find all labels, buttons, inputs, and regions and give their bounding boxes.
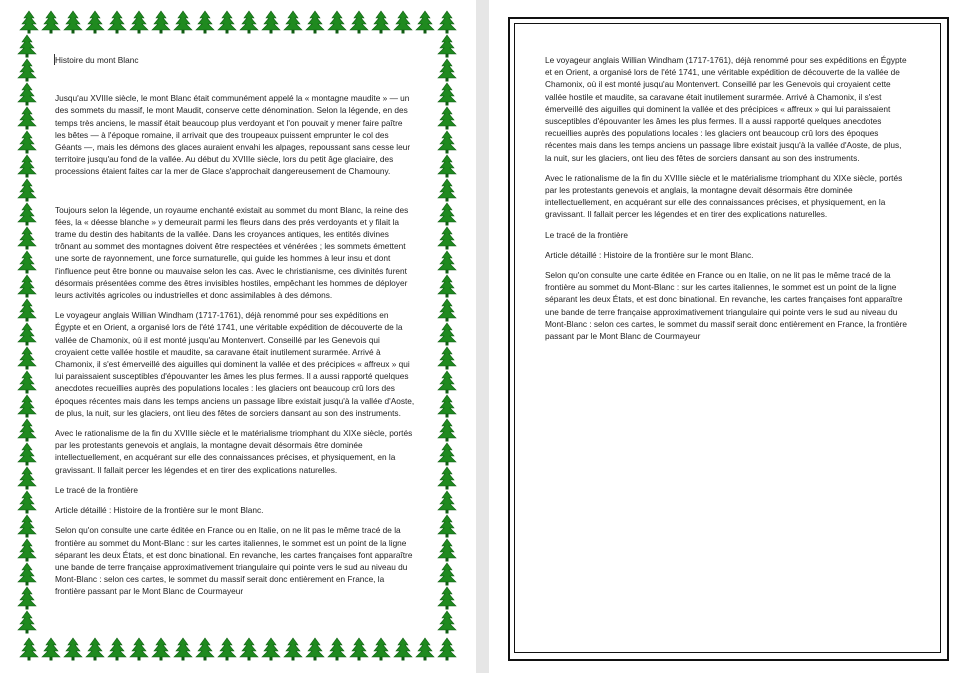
tree-icon: [436, 466, 458, 490]
tree-icon: [84, 637, 106, 661]
document-title: Histoire du mont Blanc: [55, 55, 139, 65]
tree-icon: [62, 637, 84, 661]
tree-icon: [436, 274, 458, 298]
tree-icon: [436, 226, 458, 250]
paragraph: Avec le rationalisme de la fin du XVIIIe siècle et le matérialisme triomphant du XIXe siècle, portés par les protestants genevois et anglais, la montagne devait désormais être dominée intellectuellement, en acquérant sur elle des connaissances précises, et physiquement, en la gravissant. Il fallait percer les légendes et en tirer des explications naturelles.: [545, 172, 903, 220]
tree-border-right: [436, 34, 458, 634]
tree-icon: [16, 370, 38, 394]
tree-icon: [84, 10, 106, 34]
tree-icon: [304, 10, 326, 34]
tree-icon: [260, 637, 282, 661]
tree-icon: [16, 250, 38, 274]
tree-icon: [436, 610, 458, 634]
tree-icon: [436, 346, 458, 370]
tree-icon: [16, 562, 38, 586]
tree-icon: [40, 10, 62, 34]
tree-icon: [326, 637, 348, 661]
tree-icon: [436, 298, 458, 322]
tree-icon: [128, 637, 150, 661]
tree-icon: [16, 226, 38, 250]
section-heading: Le tracé de la frontière: [55, 484, 139, 495]
tree-icon: [370, 637, 392, 661]
tree-icon: [16, 202, 38, 226]
tree-icon: [348, 637, 370, 661]
tree-icon: [172, 637, 194, 661]
tree-icon: [436, 562, 458, 586]
tree-icon: [194, 637, 216, 661]
tree-icon: [16, 418, 38, 442]
tree-icon: [40, 637, 62, 661]
tree-icon: [436, 637, 458, 661]
tree-icon: [16, 514, 38, 538]
tree-icon: [238, 637, 260, 661]
tree-icon: [16, 538, 38, 562]
tree-icon: [260, 10, 282, 34]
paragraph: Selon qu'on consulte une carte éditée en France ou en Italie, on ne lit pas le même tracé de la frontière au sommet du Mont-Blanc : sur les cartes italiennes, le sommet est un point de la ligne séparant les deux États, et est donc binational. En revanche, les cartes françaises font apparaître une bande de terre française approximativement triangulaire qui pointe vers le sud au niveau du Mont-Blanc : selon ces cartes, le sommet du massif serait donc entièrement en France, la frontière passant par le Mont Blanc de Courmayeur: [55, 525, 413, 597]
article-link-note: Article détaillé : Histoire de la frontière sur le mont Blanc.: [545, 249, 754, 260]
tree-icon: [370, 10, 392, 34]
tree-icon: [16, 586, 38, 610]
tree-icon: [238, 10, 260, 34]
tree-icon: [16, 58, 38, 82]
article-link-note: Article détaillé : Histoire de la frontière sur le mont Blanc.: [55, 505, 264, 516]
tree-icon: [16, 466, 38, 490]
tree-icon: [16, 298, 38, 322]
tree-icon: [16, 178, 38, 202]
tree-icon: [436, 106, 458, 130]
tree-icon: [16, 82, 38, 106]
document-page-1[interactable]: [0, 0, 476, 673]
tree-icon: [414, 637, 436, 661]
tree-icon: [150, 637, 172, 661]
tree-icon: [62, 10, 84, 34]
tree-icon: [16, 610, 38, 634]
tree-icon: [436, 10, 458, 34]
tree-icon: [348, 10, 370, 34]
tree-icon: [106, 10, 128, 34]
tree-icon: [436, 586, 458, 610]
tree-icon: [18, 637, 40, 661]
tree-icon: [16, 442, 38, 466]
page-gutter: [476, 0, 489, 673]
tree-icon: [436, 442, 458, 466]
paragraph: Le voyageur anglais Willian Windham (1717-1761), déjà renommé pour ses expéditions en Égypte et en Orient, a organisé lors de l'été 1741, une véritable expédition de découverte de la vallée de Chamonix, où il est monté jusqu'au Montenvert. Conseillé par les Genevois qui croyaient cette vallée hostile et maudite, sa caravane était inutilement surarmée. Arrivé à Chamonix, il s'est émerveillé des aiguilles qui dominent la vallée et des précipices « affreux » qui lui paraissaient susceptibles d'épouvanter les âmes les plus fermes. Il a aussi rapporté quelques anecdotes recueillies auprès des populations locales : les glaciers ont beaucoup crû lors des époques récentes mais dans les temps anciens un passage libre existait jusqu'à la vallée d'Aoste, de plus, la nuit, sur les glaciers, ont lieu des fêtes de sorciers dansant au son des instruments.: [545, 55, 907, 163]
tree-icon: [436, 178, 458, 202]
tree-icon: [16, 274, 38, 298]
tree-icon: [436, 322, 458, 346]
tree-icon: [436, 58, 458, 82]
tree-icon: [16, 322, 38, 346]
tree-icon: [16, 490, 38, 514]
tree-icon: [436, 370, 458, 394]
tree-icon: [194, 10, 216, 34]
paragraph: Toujours selon la légende, un royaume enchanté existait au sommet du mont Blanc, la reine des fées, la « déesse blanche » y demeurait parmi les fleurs dans des prés verdoyants et y filait la trame du destin des habitants de la vallée. Dans les croyances antiques, les entités divines trônant au sommet des montagnes doivent être respectées et vénérées ; les sommets émettent une sorte de rayonnement, une force surnaturelle, qui guide les hommes à leur insu et dont l'influence peut être bonne ou mauvaise selon les cas. Avec le christianisme, ces divinités furent désormais présentées comme des êtres invisibles hostiles, empêchant les hommes de déployer leurs activités agricoles ou industrielles et donc assimilables à des démons.: [55, 204, 409, 301]
tree-icon: [436, 154, 458, 178]
tree-icon: [16, 34, 38, 58]
tree-icon: [392, 637, 414, 661]
page-2-body[interactable]: [545, 54, 910, 350]
tree-icon: [18, 10, 40, 34]
tree-icon: [326, 10, 348, 34]
tree-icon: [436, 490, 458, 514]
section-heading: Le tracé de la frontière: [545, 229, 629, 240]
tree-icon: [436, 34, 458, 58]
tree-icon: [106, 637, 128, 661]
tree-border-bottom: [18, 637, 458, 661]
tree-icon: [436, 202, 458, 226]
tree-icon: [304, 637, 326, 661]
tree-icon: [16, 346, 38, 370]
tree-icon: [436, 538, 458, 562]
paragraph: Jusqu'au XVIIIe siècle, le mont Blanc était communément appelé la « montagne maudite » — un des sommets du massif, le mont Maudit, conserve cette dénomination. Selon la légende, en des temps très anciens, le massif était beaucoup plus verdoyant et l'on pouvait y mener faire paître les bêtes — à l'époque romaine, il arrivait que des troupeaux puissent emprunter le col des Géants —, mais les démons des glaces auraient envahi les alpages, repoussant sans cesse leur territoire jusqu'au fond de la vallée. Au début du XVIIIe siècle, lors du petit âge glaciaire, des processions étaient faites car la mer de Glace s'approchait dangereusement de Chamouny.: [55, 93, 411, 177]
tree-icon: [16, 106, 38, 130]
tree-icon: [436, 250, 458, 274]
page-1-body[interactable]: [55, 54, 415, 606]
tree-icon: [128, 10, 150, 34]
tree-icon: [414, 10, 436, 34]
tree-icon: [150, 10, 172, 34]
tree-icon: [282, 637, 304, 661]
tree-border-top: [18, 10, 458, 34]
paragraph: Avec le rationalisme de la fin du XVIIIe siècle et le matérialisme triomphant du XIXe siècle, portés par les protestants genevois et anglais, la montagne devait désormais être dominée intellectuellement, en acquérant sur elle des connaissances précises, et physiquement, en la gravissant. Il fallait percer les légendes et en tirer des explications naturelles.: [55, 428, 413, 475]
tree-icon: [216, 10, 238, 34]
tree-icon: [392, 10, 414, 34]
tree-icon: [172, 10, 194, 34]
tree-icon: [436, 514, 458, 538]
paragraph: Le voyageur anglais Willian Windham (1717-1761), déjà renommé pour ses expéditions en Égypte et en Orient, a organisé lors de l'été 1741, une véritable expédition de découverte de la vallée de Chamonix, où il est monté jusqu'au Montenvert. Conseillé par les Genevois qui croyaient cette vallée hostile et maudite, sa caravane était inutilement surarmée. Arrivé à Chamonix, il s'est émerveillé des aiguilles qui dominent la vallée et des précipices « affreux » qui lui paraissaient susceptibles d'épouvanter les âmes les plus fermes. Il a aussi rapporté quelques anecdotes recueillies auprès des populations locales : les glaciers ont beaucoup crû lors des époques récentes mais dans les temps anciens un passage libre existait jusqu'à la vallée d'Aoste, de plus, la nuit, sur les glaciers, ont lieu des fêtes de sorciers dansant au son des instruments.: [55, 310, 415, 418]
tree-border-left: [16, 34, 38, 634]
tree-icon: [436, 130, 458, 154]
paragraph: Selon qu'on consulte une carte éditée en France ou en Italie, on ne lit pas le même tracé de la frontière au sommet du Mont-Blanc : sur les cartes italiennes, le sommet est un point de la ligne séparant les deux États, et est donc binational. En revanche, les cartes françaises font apparaître une bande de terre française approximativement triangulaire qui pointe vers le sud au niveau du Mont-Blanc : selon ces cartes, le sommet du massif serait donc entièrement en France, la frontière passant par le Mont Blanc de Courmayeur: [545, 270, 907, 342]
tree-icon: [216, 637, 238, 661]
tree-icon: [16, 130, 38, 154]
tree-icon: [436, 418, 458, 442]
tree-icon: [16, 394, 38, 418]
tree-icon: [436, 394, 458, 418]
tree-icon: [436, 82, 458, 106]
tree-icon: [282, 10, 304, 34]
tree-icon: [16, 154, 38, 178]
